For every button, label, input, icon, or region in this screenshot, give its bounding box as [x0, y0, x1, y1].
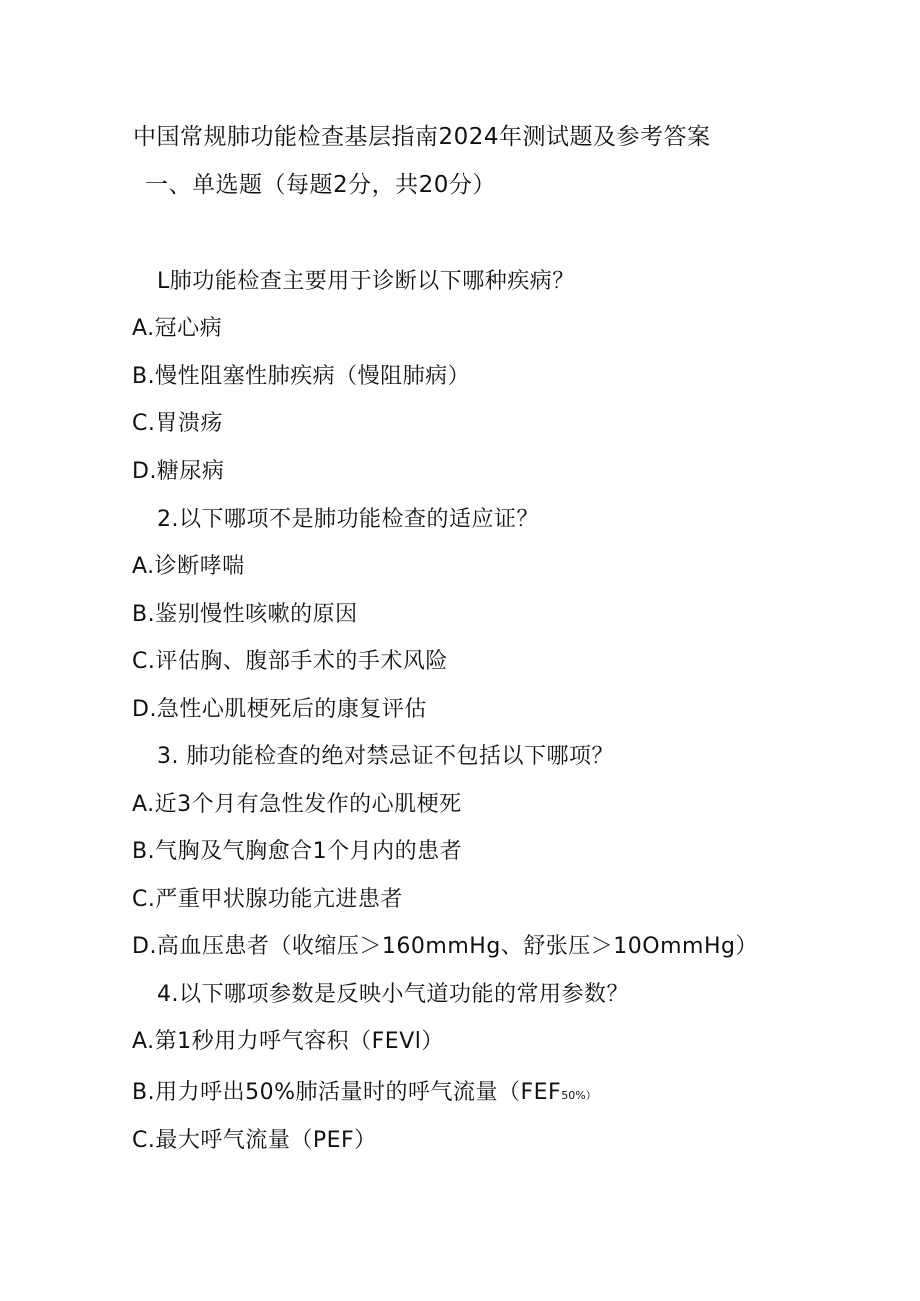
question-4-option-c: C.最大呼气流量（PEF）: [132, 1128, 377, 1153]
question-1-option-d: D.糖尿病: [132, 459, 225, 484]
question-3-option-b: B.气胸及气胸愈合1个月内的患者: [132, 839, 463, 864]
question-1-stem: L肺功能检查主要用于诊断以下哪种疾病？: [157, 269, 575, 294]
question-1-option-c: C.胃溃疡: [132, 411, 223, 436]
section-heading: 一、单选题（每题2分，共20分）: [145, 172, 496, 198]
question-3-option-a: A.近3个月有急性发作的心肌梗死: [132, 792, 462, 817]
question-1-option-a: A.冠心病: [132, 316, 223, 341]
question-4-option-b-subscript: 50%）: [561, 1089, 597, 1102]
question-4-option-b: [132, 1078, 597, 1111]
question-2-stem: 2.以下哪项不是肺功能检查的适应证？: [157, 507, 539, 532]
question-4-option-a: A.第1秒用力呼气容积（FEVl）: [132, 1029, 444, 1054]
question-4-option-b-text: B.用力呼出50%肺活量时的呼气流量（FEF: [132, 1080, 562, 1105]
question-2-option-c: C.评估胸、腹部手术的手术风险: [132, 649, 448, 674]
question-3-stem: 3. 肺功能检查的绝对禁忌证不包括以下哪项？: [157, 744, 614, 769]
question-3-option-c: C.严重甲状腺功能亢进患者: [132, 887, 403, 912]
question-2-option-a: A.诊断哮喘: [132, 554, 245, 579]
question-2-option-b: B.鉴别慢性咳嗽的原因: [132, 602, 358, 627]
question-3-option-d: D.高血压患者（收缩压＞160mmHg、舒张压＞10OmmHg）: [132, 934, 758, 959]
document-title: 中国常规肺功能检查基层指南2024年测试题及参考答案: [133, 124, 711, 150]
question-2-option-d: D.急性心肌梗死后的康复评估: [132, 697, 427, 722]
question-4-stem: 4.以下哪项参数是反映小气道功能的常用参数？: [157, 982, 629, 1007]
question-1-option-b: B.慢性阻塞性肺疾病（慢阻肺病）: [132, 364, 471, 389]
